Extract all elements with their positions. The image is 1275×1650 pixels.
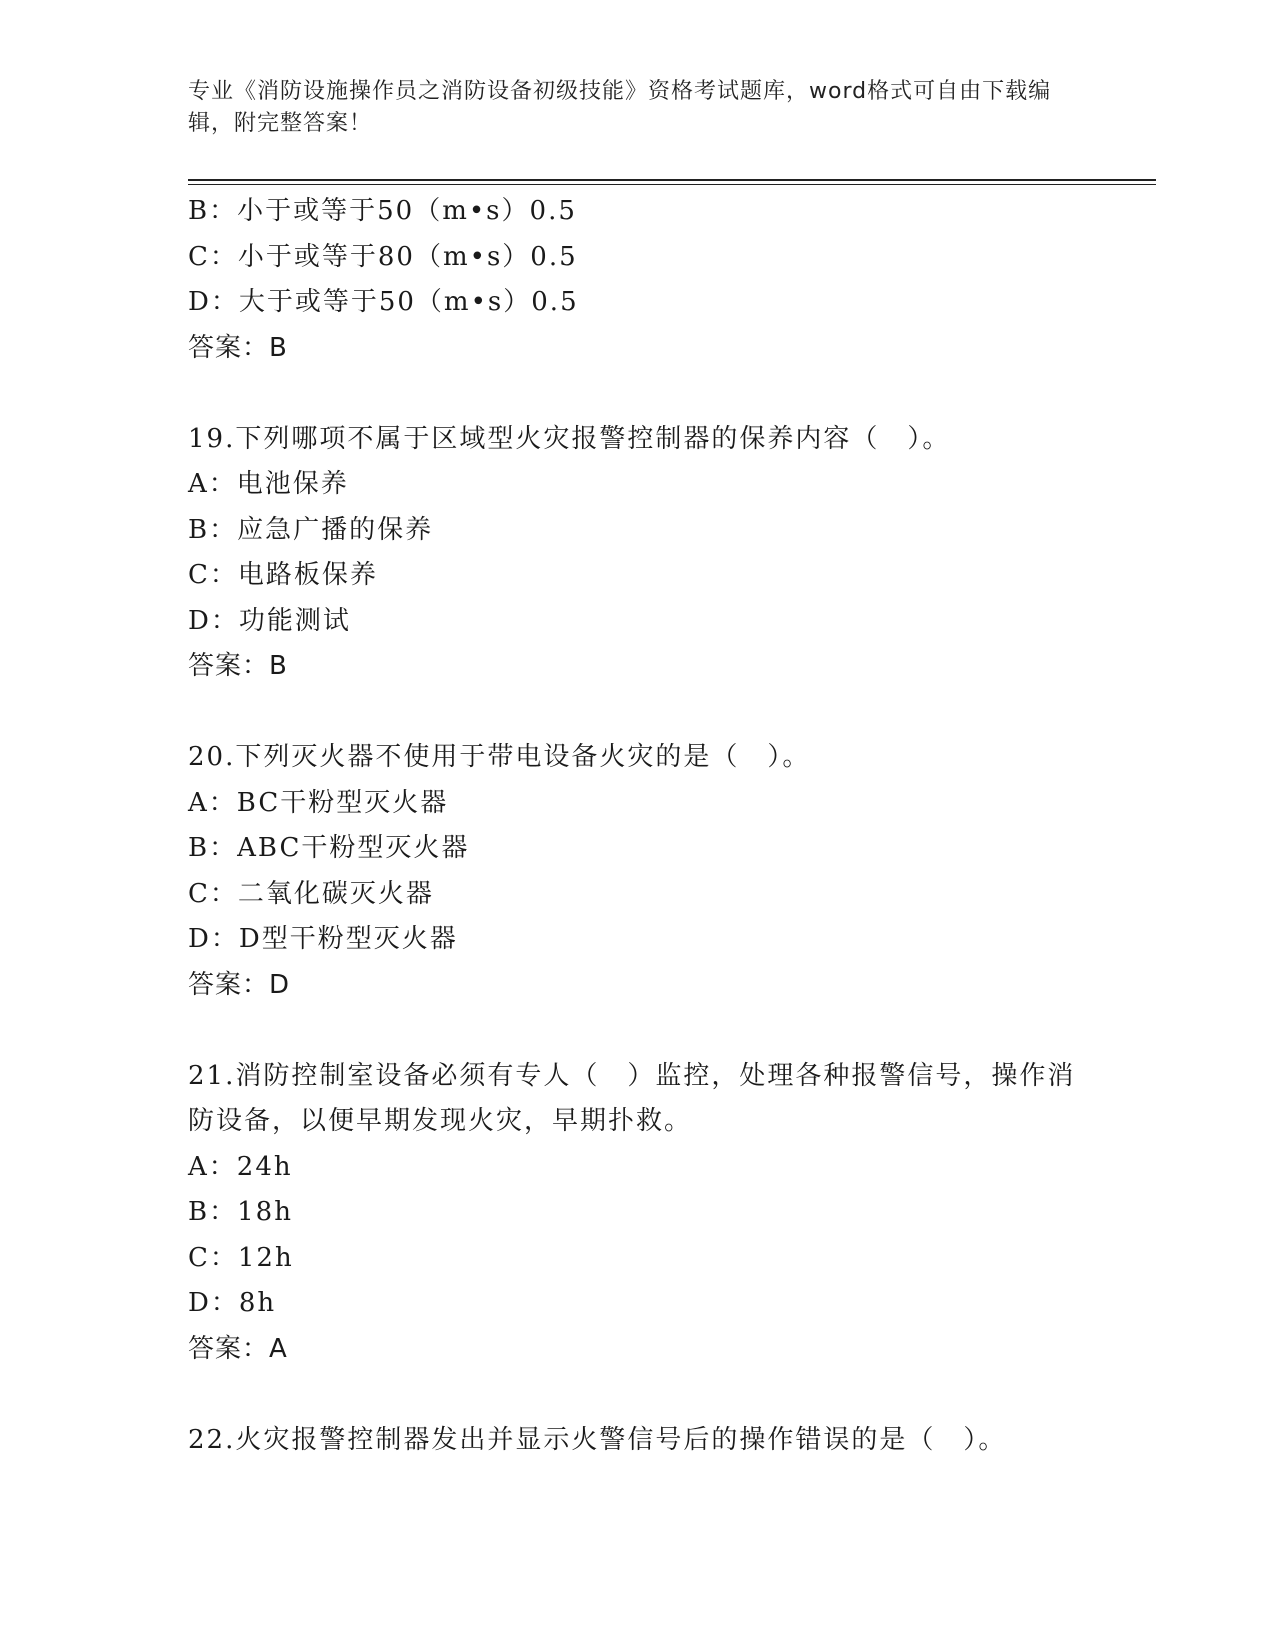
answer: 答案：B — [188, 332, 288, 363]
question-list — [188, 189, 1088, 1463]
option-b: B：18h — [188, 1197, 293, 1227]
question-20 — [188, 735, 1088, 1008]
option-d: D：D型干粉型灭火器 — [188, 924, 458, 954]
option-a: A：电池保养 — [188, 469, 349, 499]
spacer — [188, 690, 1088, 736]
option-c: C：小于或等于80（m•s）0.5 — [188, 241, 578, 272]
question-text: 19.下列哪项不属于区域型火灾报警控制器的保养内容（ ）。 — [188, 423, 951, 454]
question-22 — [188, 1418, 1088, 1464]
answer: 答案：D — [188, 969, 291, 1000]
option-c: C：12h — [188, 1242, 294, 1273]
option-b: B：ABC干粉型灭火器 — [188, 833, 470, 863]
option-a: A：BC干粉型灭火器 — [188, 787, 449, 818]
question-18-tail — [188, 189, 1088, 371]
spacer — [188, 1372, 1088, 1418]
spacer — [188, 371, 1088, 417]
question-text: 22.火灾报警控制器发出并显示火警信号后的操作错误的是（ ）。 — [188, 1424, 1007, 1455]
header-rule-thick — [188, 179, 1156, 181]
option-a: A：24h — [188, 1151, 293, 1182]
header-rule-thin — [188, 184, 1156, 185]
spacer — [188, 1008, 1088, 1054]
option-b: B：应急广播的保养 — [188, 514, 434, 545]
question-text: 21.消防控制室设备必须有专人（ ）监控，处理各种报警信号，操作消防设备，以便早期发现火灾，早期扑救。 — [188, 1060, 1076, 1136]
answer: 答案：B — [188, 651, 288, 681]
question-21 — [188, 1054, 1088, 1373]
answer: 答案：A — [188, 1333, 288, 1364]
option-d: D：8h — [188, 1288, 277, 1318]
question-19 — [188, 417, 1088, 690]
option-d: D：大于或等于50（m•s）0.5 — [188, 287, 579, 317]
option-c: C：二氧化碳灭火器 — [188, 878, 434, 909]
question-text: 20.下列灭火器不使用于带电设备火灾的是（ ）。 — [188, 742, 811, 772]
option-b: B：小于或等于50（m•s）0.5 — [188, 196, 577, 226]
document-header: 专业《消防设施操作员之消防设备初级技能》资格考试题库，word格式可自由下载编辑，附完整答案！ — [188, 79, 1052, 136]
option-d: D：功能测试 — [188, 605, 351, 636]
option-c: C：电路板保养 — [188, 560, 378, 590]
